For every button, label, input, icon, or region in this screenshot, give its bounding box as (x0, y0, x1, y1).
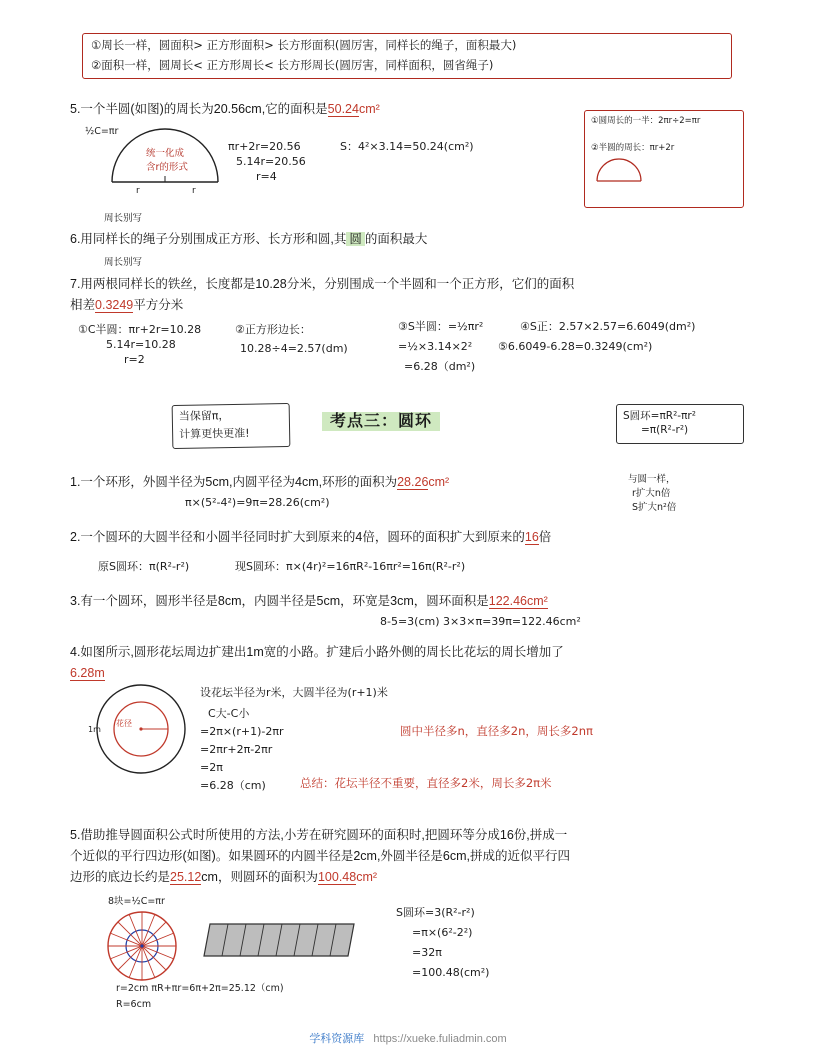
r4-work-l2: C大-C小 (208, 707, 250, 720)
r2-work-left: 原S圆环：π(R²-r²) (98, 560, 190, 573)
q7-work-col3-l3: =6.28（dm²) (404, 360, 476, 373)
q7-work-col4-l2: ⑤6.6049-6.28=0.3249(cm²) (498, 340, 653, 353)
q5-step-3: r=4 (256, 170, 277, 183)
q5-side-line-2: ②半圆的周长：πr+2r (591, 143, 675, 154)
r3-stem: 3.有一个圆环，圆形半径是8cm，内圆半径是5cm，环宽是3cm，圆环面积是 (70, 594, 489, 608)
r5-unit: cm² (356, 870, 378, 885)
ring-question-2-text (70, 528, 760, 546)
q5-note-2: 含r的形式 (146, 162, 188, 173)
r5-work-right-l3: =32π (412, 946, 442, 959)
q6-stem: 6.用同样长的绳子分别围成正方形、长方形和圆,其 (70, 232, 347, 246)
ring-question-1-text (70, 473, 630, 491)
r5-work-right-l4: =100.48(cm²) (412, 966, 490, 979)
r5-work-right-l1: S圆环=3(R²-r²) (396, 906, 475, 919)
svg-text:1m: 1m (88, 725, 101, 734)
r4-work-l4: =2πr+2π-2πr (200, 743, 273, 756)
r4-work-l3: =2π×(r+1)-2πr (200, 725, 284, 738)
tip-line-2: 计算更快更准! (179, 426, 250, 441)
r1-answer: 28.26 (397, 475, 429, 489)
q5-side-formula-box (584, 110, 744, 208)
r3-work: 8-5=3(cm) 3×3×π=39π=122.46cm² (380, 615, 581, 628)
ring-formula-line-1: S圆环=πR²-πr² (623, 410, 696, 422)
q7-work-col2-l2: 10.28÷4=2.57(dm) (240, 342, 348, 355)
top-summary-box (82, 33, 732, 79)
r2-stem: 2.一个圆环的大圆半径和小圆半径同时扩大到原来的4倍，圆环的面积扩大到原来的 (70, 530, 525, 544)
q7-work-col1-l2: 5.14r=10.28 (106, 338, 176, 351)
svg-text:r: r (136, 186, 140, 196)
r1-unit: cm² (428, 475, 450, 489)
q7-work-col3-l2: =½×3.14×2² (398, 340, 473, 353)
r4-red-note-2: 总结：花坛半径不重要，直径多2米，周长多2π米 (300, 776, 552, 790)
q5-footnote: 周长别写 (104, 213, 143, 224)
q7-line-1: 7.用两根同样长的铁丝，长度都是10.28分米，分别围成一个半圆和一个正方形，它们的面积 (70, 277, 575, 291)
q7-work-col3-title: ③S半圆：=½πr² (398, 320, 484, 333)
q5-note-1: 统一化成 (146, 148, 185, 159)
r4-work-l1: 设花坛半径为r米，大圆半径为(r+1)米 (200, 686, 388, 699)
q5-stem: 5.一个半圆(如图)的周长为20.56cm,它的面积是 (70, 102, 328, 116)
r1-stem: 1.一个环形，外圆半径为5cm,内圆平径为4cm,环形的面积为 (70, 475, 398, 489)
r5-line-1: 5.借助推导圆面积公式时所使用的方法,小芳在研究圆环的面积时,把圆环等分成16份,拼成一 (70, 828, 568, 842)
ring-formula-box (616, 404, 744, 444)
r5-parallelogram-figure (196, 918, 356, 962)
q6-highlight: 圆 (346, 232, 365, 246)
r5-answer-2: 100.48 (317, 870, 357, 885)
r4-stem: 4.如图所示,圆形花坛周边扩建出1m宽的小路。扩建后小路外侧的周长比花坛的周长增加了 (70, 645, 564, 659)
q5-side-line-1: ①圆周长的一半：2πr÷2=πr (591, 116, 701, 126)
r5-line-3b: cm，则圆环的面积为 (201, 870, 318, 885)
svg-text:r: r (192, 186, 196, 196)
r5-line-2: 个近似的平行四边形(如图)。如果圆环的内圆半径是2cm,外圆半径是6cm,拼成的近似平行四 (70, 849, 571, 864)
footer-brand: 学科资源库 (309, 1033, 365, 1045)
q5-area-calc: S：4²×3.14=50.24(cm²) (340, 140, 474, 153)
r4-red-note-1: 圆中半径多n，直径多2n，周长多2nπ (400, 724, 593, 738)
r2-answer: 16 (524, 530, 539, 544)
tip-box (172, 403, 291, 449)
q7-work-col1-l3: r=2 (124, 353, 145, 366)
r4-work-l5: =2π (200, 761, 223, 774)
r5-ring-sectors-figure (104, 908, 180, 984)
r5-answer-1: 25.12 (170, 870, 202, 885)
ring-question-4-text (70, 643, 760, 682)
section-title (322, 408, 440, 431)
q6-note: 周长别写 (104, 257, 143, 268)
q7-work-col1-title: ①C半圆：πr+2r=10.28 (78, 323, 202, 336)
r5-work-left-l2: r=2cm πR+πr=6π+2π=25.12（cm) (116, 983, 284, 994)
ring-question-3-text (70, 592, 760, 610)
r4-concentric-circle-figure (86, 682, 196, 777)
question-6-text (70, 230, 630, 248)
q6-tail: 的面积最大 (364, 232, 428, 246)
section-title-text: 考点三：圆环 (322, 412, 440, 431)
footer-url: https://xueke.fuliadmin.com (373, 1033, 507, 1045)
top-summary-line-2: ②面积一样，圆周长< 正方形周长< 长方形周长(圆厉害，同样面积，圆省绳子) (91, 57, 494, 72)
q5-step-1: πr+2r=20.56 (228, 140, 301, 153)
r2-tail: 倍 (538, 530, 552, 544)
q7-answer: 0.3249 (95, 298, 134, 313)
q5-step-2: 5.14r=20.56 (236, 155, 306, 168)
q5-unit: cm² (358, 102, 380, 116)
q7-line-3: 平方分米 (133, 298, 184, 313)
r1-side-note-3: S扩大n²倍 (632, 502, 677, 513)
r3-answer: 122.46cm² (488, 594, 548, 608)
r5-line-3: 边形的底边长约是 (70, 870, 171, 885)
r4-answer: 6.28m (70, 666, 105, 681)
q7-work-col4-title: ④S正：2.57×2.57=6.6049(dm²) (520, 320, 696, 333)
r4-work-l6: =6.28（cm) (200, 779, 266, 792)
r1-side-note-2: r扩大n倍 (632, 488, 671, 499)
ring-formula-line-2: =π(R²-r²) (641, 424, 689, 437)
q5-answer: 50.24 (327, 102, 359, 116)
q7-line-2: 相差 (70, 298, 96, 313)
tip-line-1: 当保留π， (178, 409, 230, 423)
ring-question-5-text (70, 826, 750, 886)
svg-text:花径: 花径 (116, 719, 132, 728)
r5-work-left-l1: 8块=½C=πr (108, 896, 165, 907)
r1-side-note-1: 与圆一样， (628, 474, 676, 485)
r1-work: π×(5²-4²)=9π=28.26(cm²) (185, 496, 330, 509)
question-5-text (70, 100, 590, 118)
q5-half-c-label: ½C=πr (85, 126, 119, 137)
q7-work-col2-title: ②正方形边长： (235, 323, 311, 336)
r5-work-right-l2: =π×(6²-2²) (412, 926, 473, 939)
q5-side-semicircle-icon (591, 159, 737, 185)
r2-work-right: 现S圆环：π×(4r)²=16πR²-16πr²=16π(R²-r²) (235, 560, 466, 573)
top-summary-line-1: ①周长一样，圆面积> 正方形面积> 长方形面积(圆厉害，同样长的绳子，面积最大) (91, 38, 517, 52)
r5-work-left-l3: R=6cm (116, 999, 152, 1010)
footer-watermark (0, 1030, 816, 1046)
question-7-text (70, 275, 730, 314)
